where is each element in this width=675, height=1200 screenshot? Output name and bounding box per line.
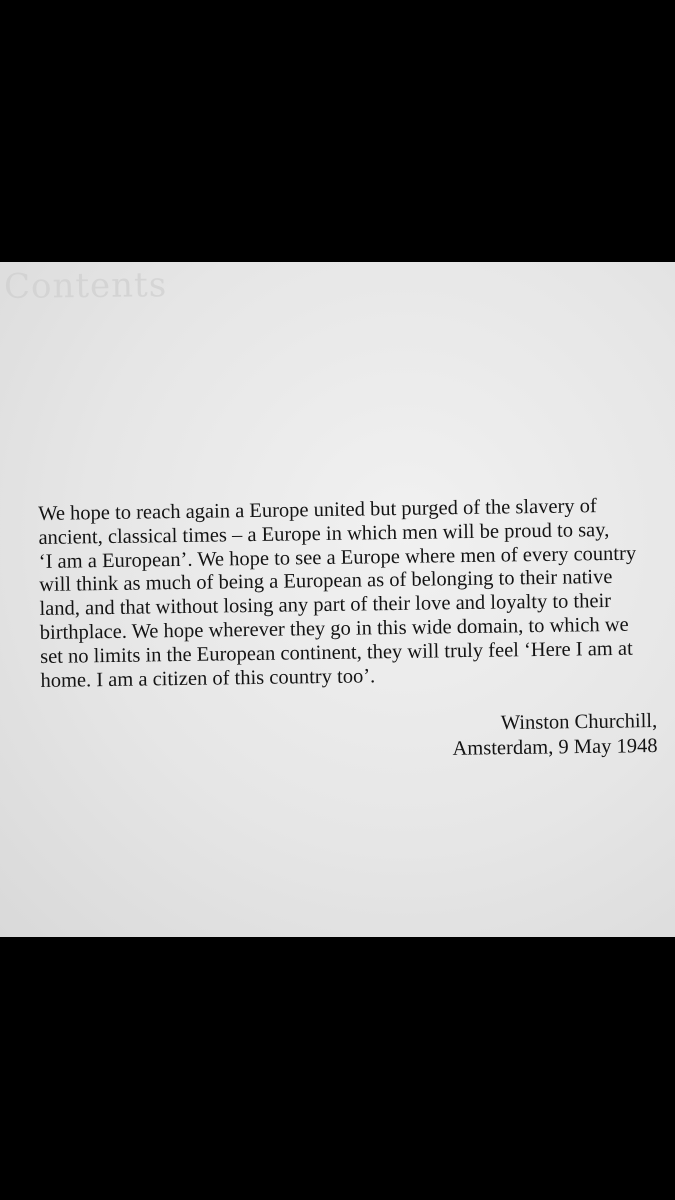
- churchill-quote: [38, 495, 647, 694]
- quote-line: will think as much of being a European as of belonging to their native: [38, 566, 613, 597]
- attribution-name: Winston Churchill,: [500, 709, 658, 735]
- faint-page-heading: Contents: [3, 265, 168, 307]
- book-page-photo: [0, 262, 675, 937]
- quote-line: set no limits in the European continent, they will truly feel ‘Here I am at: [39, 637, 633, 668]
- quote-line: home. I am a citizen of this country too’.: [40, 664, 376, 692]
- quote-line: ancient, classical times – a Europe in which men will be proud to say,: [38, 518, 610, 549]
- quote-attribution: [452, 709, 658, 762]
- quote-line: We hope to reach again a Europe united but purged of the slavery of: [38, 495, 597, 525]
- quote-line: birthplace. We hope wherever they go in this wide domain, to which we: [39, 613, 629, 644]
- quote-line: ‘I am a European’. We hope to see a Europe where men of every country: [38, 542, 637, 573]
- attribution-place-date: Amsterdam, 9 May 1948: [452, 734, 658, 760]
- quote-line: land, and that without losing any part of their love and loyalty to their: [39, 590, 612, 621]
